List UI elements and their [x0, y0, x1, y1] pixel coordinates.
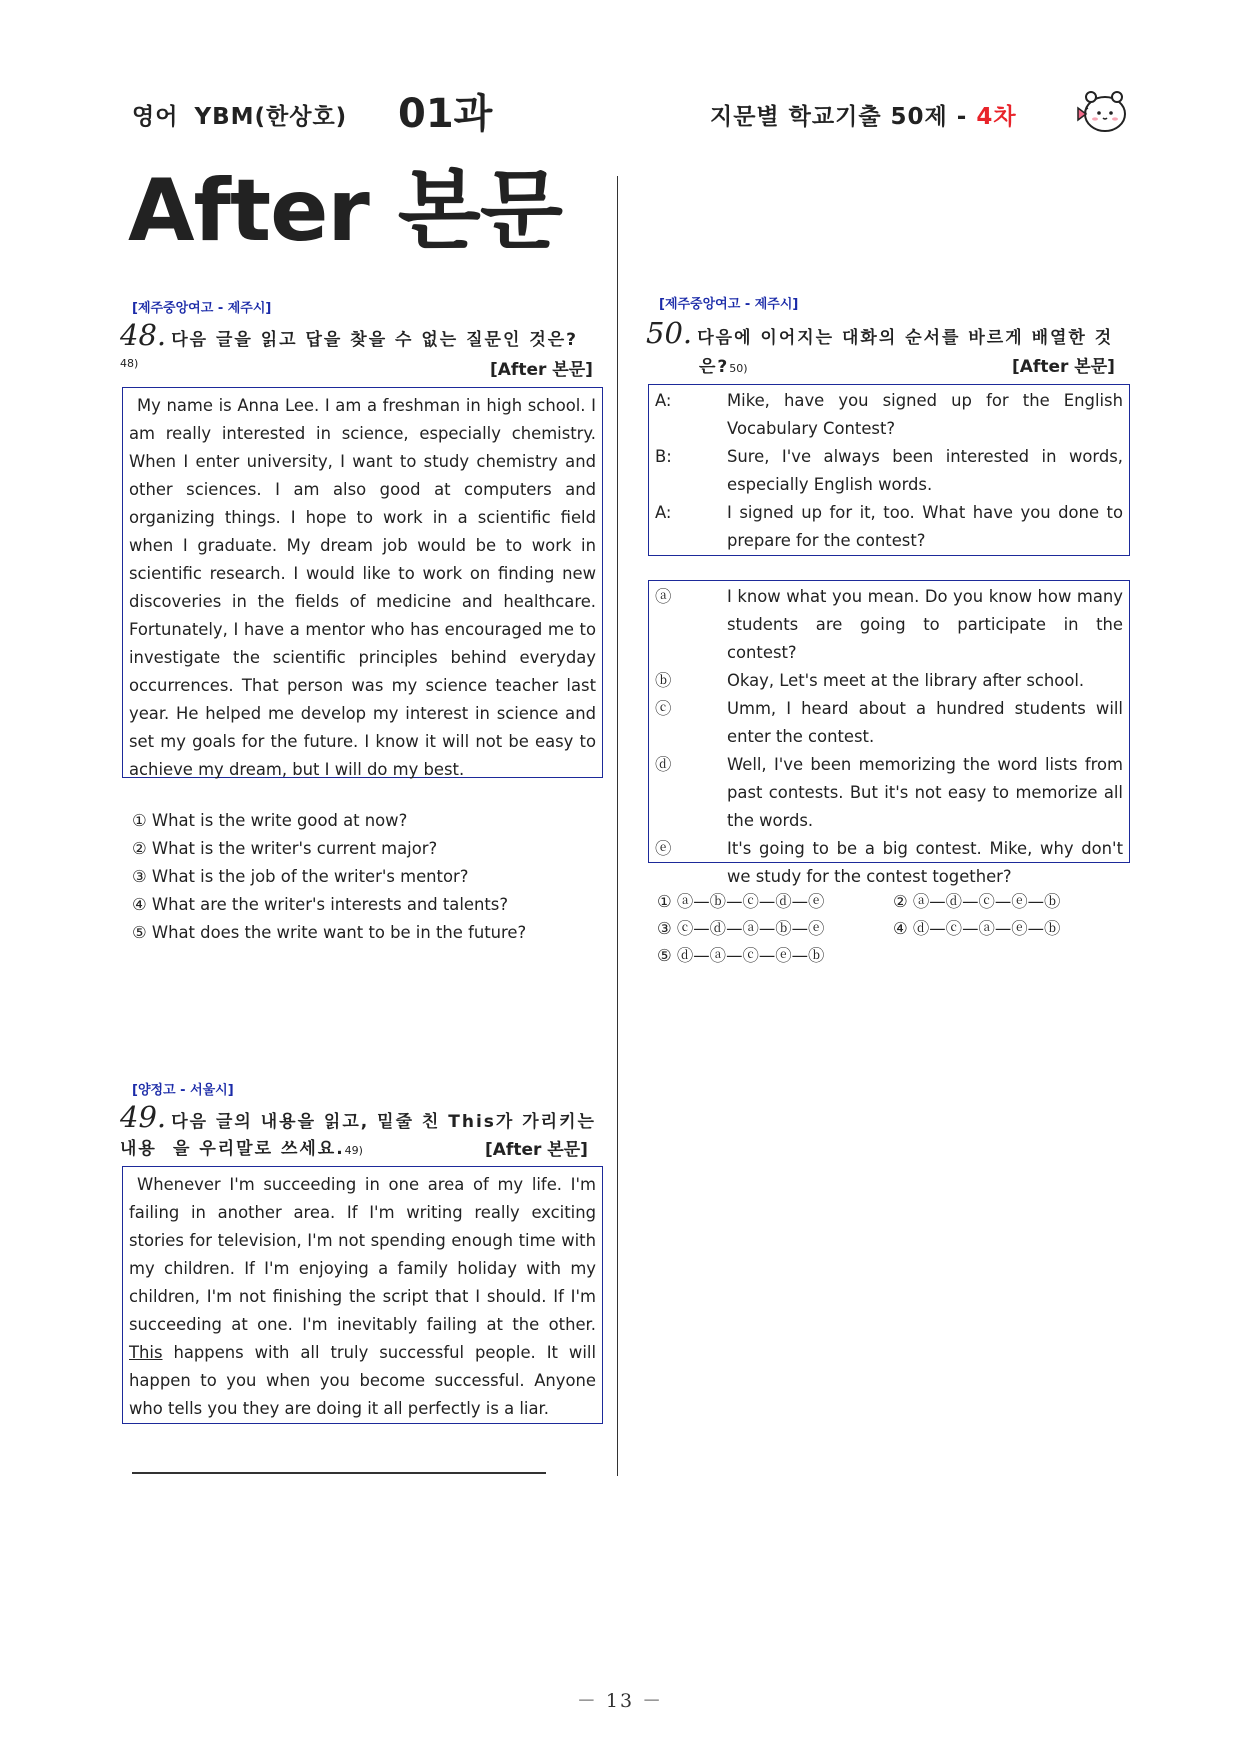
order-item-text: Okay, Let's meet at the library after school. [727, 671, 1085, 690]
q50-question-line2: 은? [699, 357, 730, 377]
subject: 영어 [132, 104, 179, 130]
order-item [655, 835, 1123, 891]
subject-publisher [132, 98, 347, 131]
bear-mascot-icon [1072, 84, 1130, 136]
page-number: － 13 － [576, 1690, 664, 1712]
series-round: 4차 [976, 104, 1017, 130]
q48-source: [제주중앙여고 - 제주시] [132, 301, 272, 316]
order-item-text: Well, I've been memorizing the word lists from past contests. But it's not easy to memorize all the words. [727, 755, 1123, 830]
q50-header-line2 [699, 352, 748, 377]
q50-tag: [After 본문] [1012, 357, 1115, 377]
q50-option-3[interactable]: ③ ⓒ—ⓓ—ⓐ—ⓑ—ⓔ [657, 919, 825, 938]
order-item-mark: ⓔ [655, 839, 672, 858]
q49-number: 49. [120, 1100, 167, 1134]
dialogue-text: I signed up for it, too. What have you done to prepare for the contest? [727, 503, 1123, 550]
order-item-text: Umm, I heard about a hundred students will enter the contest. [727, 699, 1123, 746]
q48-passage-box [122, 387, 603, 778]
order-item-mark: ⓐ [655, 587, 672, 606]
dialogue-speaker: A: [655, 503, 672, 522]
series-title [710, 98, 1017, 131]
order-item-mark: ⓓ [655, 755, 672, 774]
q48-footnote: 48) [120, 357, 139, 370]
q49-passage-box [122, 1166, 603, 1424]
q50-source: [제주중앙여고 - 제주시] [659, 297, 799, 312]
dialogue-text: Sure, I've always been interested in words, especially English words. [727, 447, 1123, 494]
q49-source: [양정고 - 서울시] [132, 1083, 234, 1098]
q48-option-4[interactable]: ④ What are the writer's interests and talents? [132, 895, 509, 914]
q49-passage-after: happens with all truly successful people. It will happen to you when you become successful. Anyone who tells you they are doing it all perfectly is a liar. [129, 1343, 596, 1418]
q49-passage-before: Whenever I'm succeeding in one area of my life. I'm failing in another area. If I'm writing really exciting stories for television, I'm not spending enough time with my children. If I'm enjoying a family holiday with my children, I'm not finishing the script that I should. If I'm succeeding at one. I'm inevitably failing at the other. [129, 1175, 596, 1334]
order-item [655, 667, 1123, 695]
q49-header-line2 [173, 1134, 363, 1159]
q49-passage [129, 1171, 596, 1423]
q48-option-3[interactable]: ③ What is the job of the writer's mentor? [132, 867, 469, 886]
q49-tag: [After 본문] [485, 1140, 588, 1160]
q50-option-2[interactable]: ② ⓐ—ⓓ—ⓒ—ⓔ—ⓑ [893, 892, 1061, 911]
q50-option-5[interactable]: ⑤ ⓓ—ⓐ—ⓒ—ⓔ—ⓑ [657, 946, 825, 965]
q50-header [646, 316, 1126, 350]
q48-passage: My name is Anna Lee. I am a freshman in high school. I am really interested in science, especially chemistry. When I enter university, I want to study chemistry and other sciences. I am also good at computers and organizing things. I hope to work in a scientific field when I graduate. My dream job would be to work in scientific research. I would like to work on finding new discoveries in the fields of medicine and healthcare. Fortunately, I have a mentor who has encouraged me to investigate the scientific principles behind everyday occurrences. That person was my science teacher last year. He helped me develop my interest in science and set my goals for the future. I know it will not be easy to achieve my dream, but I will do my best. [129, 396, 596, 779]
q48-option-1[interactable]: ① What is the write good at now? [132, 811, 408, 830]
q48-tag: [After 본문] [490, 360, 593, 380]
q48-option-2[interactable]: ② What is the writer's current major? [132, 839, 438, 858]
q50-dialogue-box [648, 384, 1130, 556]
dialogue-line [655, 387, 1123, 443]
q49-question-line1: 다음 글의 내용을 읽고, 밑줄 친 This가 가리키는 내용 [120, 1112, 596, 1159]
answer-blank-line[interactable] [132, 1472, 546, 1474]
q50-number: 50. [646, 316, 693, 350]
publisher: YBM(한상호) [194, 104, 348, 130]
q48-option-5[interactable]: ⑤ What does the write want to be in the future? [132, 923, 527, 942]
dialogue-line [655, 443, 1123, 499]
q49-underlined-this: This [129, 1343, 163, 1362]
q50-footnote: 50) [729, 362, 748, 375]
dialogue-speaker: A: [655, 391, 672, 410]
column-divider [617, 176, 618, 1476]
q48-question: 다음 글을 읽고 답을 찾을 수 없는 질문인 것은? [171, 330, 579, 350]
series-prefix: 지문별 학교기출 50제 - [710, 104, 977, 130]
order-item-text: It's going to be a big contest. Mike, why don't we study for the contest together? [727, 839, 1123, 886]
dialogue-text: Mike, have you signed up for the English Vocabulary Contest? [727, 391, 1123, 438]
q49-question-line2: 을 우리말로 쓰세요. [173, 1139, 345, 1159]
order-item-mark: ⓒ [655, 699, 672, 718]
dialogue-line [655, 499, 1123, 555]
page-title: After 본문 [128, 161, 562, 261]
q50-option-1[interactable]: ① ⓐ—ⓑ—ⓒ—ⓓ—ⓔ [657, 892, 825, 911]
order-item-text: I know what you mean. Do you know how many students are going to participate in the contest? [727, 587, 1123, 662]
q49-footnote: 49) [344, 1144, 363, 1157]
q50-items-box [648, 580, 1130, 886]
q50-option-4[interactable]: ④ ⓓ—ⓒ—ⓐ—ⓔ—ⓑ [893, 919, 1061, 938]
dialogue-speaker: B: [655, 447, 672, 466]
q48-options [132, 807, 526, 947]
q50-question-line1: 다음에 이어지는 대화의 순서를 바르게 배열한 것 [697, 328, 1114, 348]
q48-number: 48. [120, 318, 167, 352]
order-item [655, 751, 1123, 835]
order-item [655, 695, 1123, 751]
order-item [655, 583, 1123, 667]
lesson-number: 01과 [398, 91, 493, 137]
order-item-mark: ⓑ [655, 671, 672, 690]
